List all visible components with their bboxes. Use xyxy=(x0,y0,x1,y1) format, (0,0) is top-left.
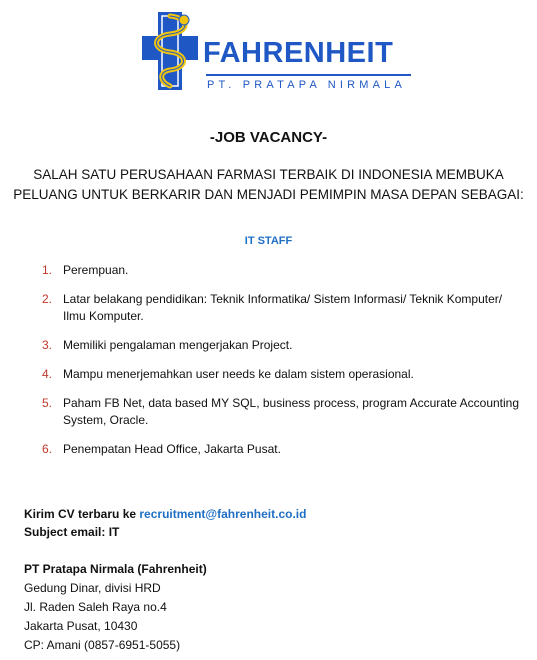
list-item xyxy=(42,366,522,383)
contact-block xyxy=(24,505,306,541)
requirements-list xyxy=(42,262,522,470)
list-text-line-1: Paham FB Net, data based MY SQL, business process, program Accurate Accounting xyxy=(63,396,520,410)
list-number: 1. xyxy=(42,263,53,277)
intro-line-1: SALAH SATU PERUSAHAAN FARMASI TERBAIK DI INDONESIA MEMBUKA xyxy=(33,167,504,182)
list-number: 6. xyxy=(42,442,53,456)
list-text-line-1: Latar belakang pendidikan: Teknik Informatika/ Sistem Informasi/ Teknik Komputer/ xyxy=(63,292,503,306)
list-number: 4. xyxy=(42,367,53,381)
address-line-2: Jl. Raden Saleh Raya no.4 xyxy=(24,600,167,614)
company-address xyxy=(24,560,207,655)
page-title: -JOB VACANCY- xyxy=(209,129,328,146)
list-text: Perempuan. xyxy=(63,263,129,277)
address-line-1: Gedung Dinar, divisi HRD xyxy=(24,581,161,595)
list-number: 2. xyxy=(42,292,53,306)
contact-prefix: Kirim CV terbaru ke xyxy=(24,507,137,521)
list-item xyxy=(42,337,522,354)
brand-name: FAHRENHEIT xyxy=(203,37,394,69)
list-text: Penempatan Head Office, Jakarta Pusat. xyxy=(63,442,281,456)
list-text-line-2: System, Oracle. xyxy=(63,413,149,427)
list-number: 3. xyxy=(42,338,53,352)
list-text: Mampu menerjemahkan user needs ke dalam sistem operasional. xyxy=(63,367,414,381)
list-item xyxy=(42,262,522,279)
list-text-line-2: Ilmu Komputer. xyxy=(63,309,144,323)
email-link[interactable]: recruitment@fahrenheit.co.id xyxy=(139,507,307,521)
email-subject: Subject email: IT xyxy=(24,525,120,539)
list-item xyxy=(42,441,522,458)
address-line-3: Jakarta Pusat, 10430 xyxy=(24,619,138,633)
list-text: Memiliki pengalaman mengerjakan Project. xyxy=(63,338,293,352)
intro-text xyxy=(0,165,537,205)
company-name: PT Pratapa Nirmala (Fahrenheit) xyxy=(24,562,207,576)
list-item xyxy=(42,395,522,429)
list-item xyxy=(42,291,522,325)
intro-line-2: PELUANG UNTUK BERKARIR DAN MENJADI PEMIMPIN MASA DEPAN SEBAGAI: xyxy=(13,187,524,202)
contact-person: CP: Amani (0857-6951-5055) xyxy=(24,638,181,652)
position-title: IT STAFF xyxy=(244,235,293,247)
list-number: 5. xyxy=(42,396,53,410)
brand-subtitle: PT. PRATAPA NIRMALA xyxy=(207,79,406,91)
brand-divider xyxy=(206,74,411,76)
